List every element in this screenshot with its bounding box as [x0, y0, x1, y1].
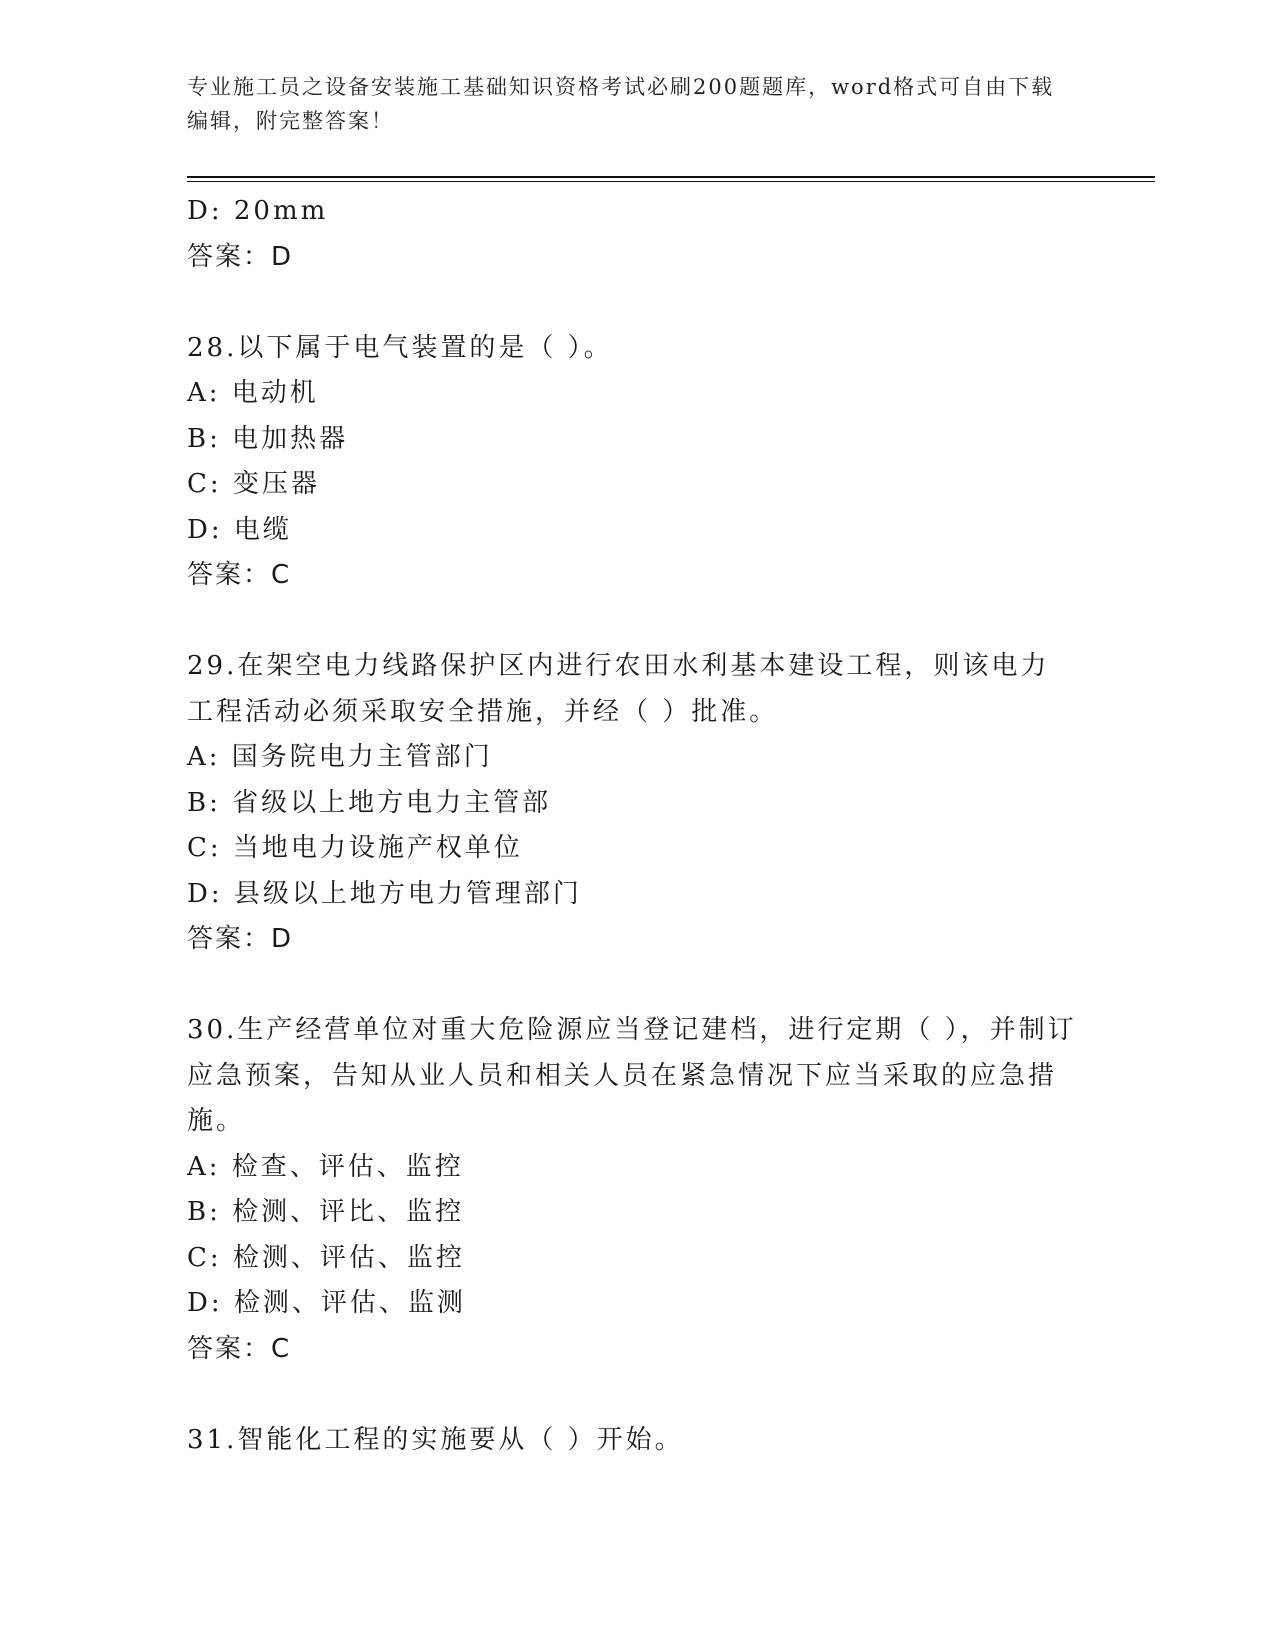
document-header	[187, 70, 1067, 138]
option-a: A: 电动机	[187, 378, 319, 408]
option-c: C: 变压器	[187, 469, 320, 499]
question-28	[187, 326, 1087, 599]
question-30	[187, 1008, 1087, 1372]
question-stem: 29.在架空电力线路保护区内进行农田水利基本建设工程，则该电力工程活动必须采取安全措施，并经（ ）批准。	[187, 651, 1050, 727]
option-d: D: 20mm	[187, 196, 329, 226]
option-a: A: 检查、评估、监控	[187, 1151, 464, 1182]
question-31	[187, 1418, 1087, 1464]
question-stem: 28.以下属于电气装置的是（ ）。	[187, 332, 613, 363]
spacer	[187, 599, 1087, 645]
option-d: D: 检测、评估、监测	[187, 1288, 466, 1318]
option-d: D: 电缆	[187, 514, 292, 545]
answer-line: 答案：C	[187, 1333, 292, 1364]
question-stem: 31.智能化工程的实施要从（ ）开始。	[187, 1424, 684, 1455]
option-c: C: 当地电力设施产权单位	[187, 833, 523, 863]
answer-line: 答案：C	[187, 560, 292, 590]
spacer	[187, 963, 1087, 1009]
option-b: B: 省级以上地方电力主管部	[187, 787, 552, 818]
question-stem: 30.生产经营单位对重大危险源应当登记建档，进行定期（ ），并制订应急预案，告知从业人员和相关人员在紧急情况下应当采取的应急措施。	[187, 1015, 1077, 1136]
option-b: B: 电加热器	[187, 423, 349, 454]
answer-line: 答案：D	[187, 241, 294, 272]
question-list	[187, 189, 1087, 1463]
header-title: 专业施工员之设备安装施工基础知识资格考试必刷200题题库，word格式可自由下载编辑，附完整答案！	[187, 75, 1055, 133]
option-a: A: 国务院电力主管部门	[187, 742, 493, 772]
option-b: B: 检测、评比、监控	[187, 1197, 465, 1227]
header-rule-thick	[187, 176, 1155, 178]
header-rule-thin	[187, 181, 1155, 182]
spacer	[187, 280, 1087, 326]
question-29	[187, 644, 1087, 963]
answer-line: 答案：D	[187, 924, 294, 954]
spacer	[187, 1372, 1087, 1418]
option-d: D: 县级以上地方电力管理部门	[187, 878, 582, 909]
option-c: C: 检测、评估、监控	[187, 1242, 465, 1273]
